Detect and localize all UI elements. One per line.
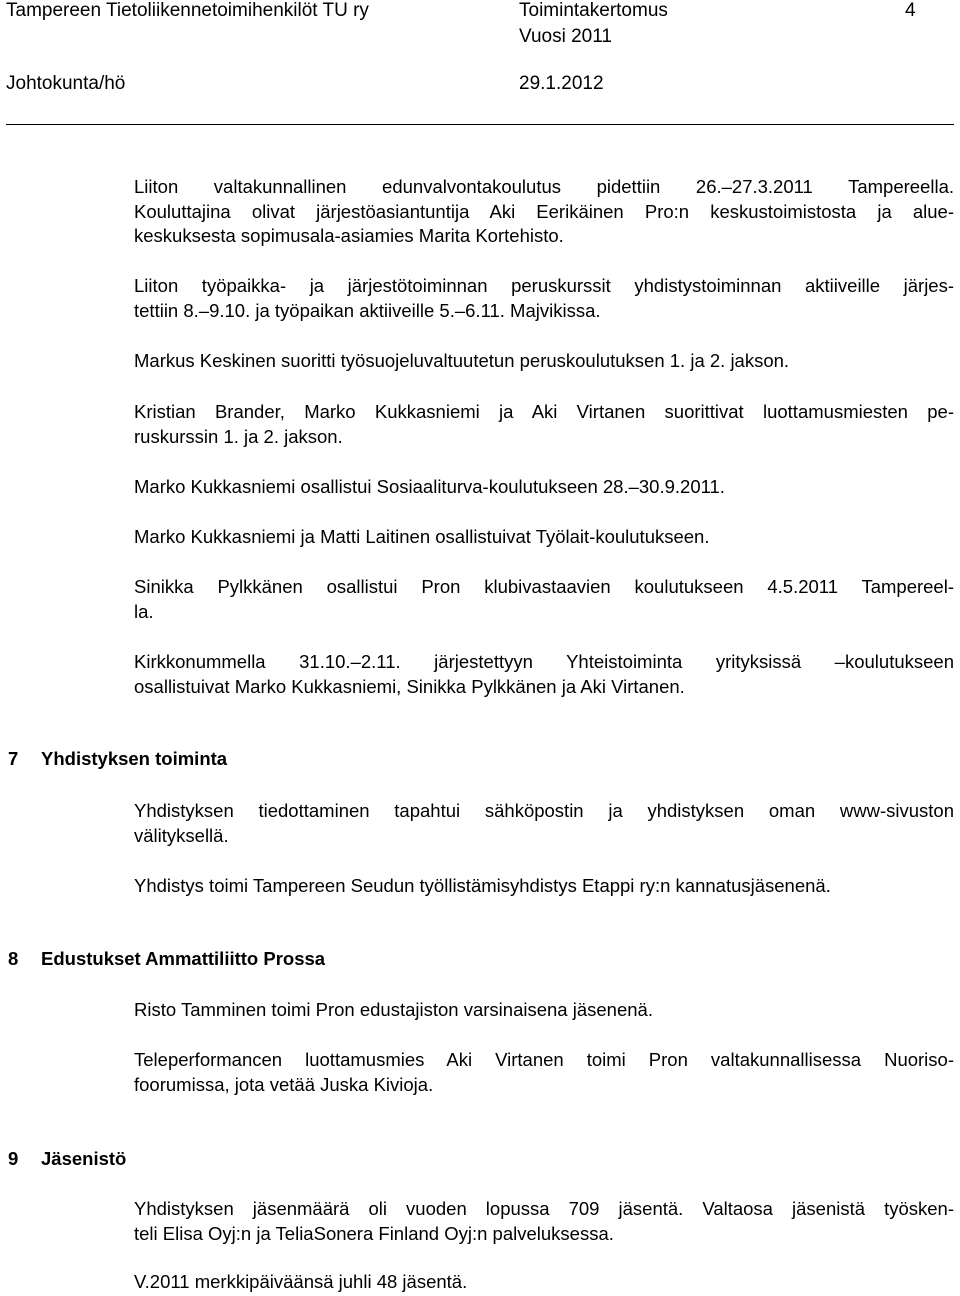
section-8-paragraph-1 bbox=[134, 998, 954, 1023]
section-7-number: 7 bbox=[8, 748, 19, 769]
header-page-number: 4 bbox=[905, 0, 916, 21]
header-organization: Tampereen Tietoliikennetoimihenkilöt TU ry bbox=[6, 0, 369, 21]
text-line: keskuksesta sopimusala-asiamies Marita Kortehisto. bbox=[134, 225, 564, 246]
training-paragraph-8 bbox=[134, 650, 954, 699]
training-paragraph-4 bbox=[134, 400, 954, 449]
text-line: Risto Tamminen toimi Pron edustajiston varsinaisena jäsenenä. bbox=[134, 999, 653, 1020]
text-line: Yhdistyksen tiedottaminen tapahtui sähköpostin ja yhdistyksen oman www-sivuston bbox=[134, 800, 954, 821]
header-document-title: Toimintakertomus bbox=[519, 0, 668, 21]
text-line: Yhdistys toimi Tampereen Seudun työllistämisyhdistys Etappi ry:n kannatusjäsenenä. bbox=[134, 875, 831, 896]
text-line: Yhdistyksen jäsenmäärä oli vuoden lopussa 709 jäsentä. Valtaosa jäsenistä työsken- bbox=[134, 1198, 954, 1219]
text-line: Marko Kukkasniemi osallistui Sosiaaliturva-koulutukseen 28.–30.9.2011. bbox=[134, 476, 725, 497]
section-9-paragraph-1 bbox=[134, 1197, 954, 1246]
text-line: V.2011 merkkipäiväänsä juhli 48 jäsentä. bbox=[134, 1271, 468, 1292]
section-9-number: 9 bbox=[8, 1148, 19, 1169]
header-date: 29.1.2012 bbox=[519, 73, 604, 94]
section-7-title: Yhdistyksen toiminta bbox=[41, 748, 228, 769]
header-year: Vuosi 2011 bbox=[519, 26, 612, 47]
section-8-title: Edustukset Ammattiliitto Prossa bbox=[41, 948, 326, 969]
training-paragraph-7 bbox=[134, 575, 954, 624]
text-line: Kristian Brander, Marko Kukkasniemi ja Aki Virtanen suorittivat luottamusmiesten pe- bbox=[134, 401, 954, 422]
text-line: ruskurssin 1. ja 2. jakson. bbox=[134, 425, 343, 447]
section-7-paragraph-1 bbox=[134, 799, 954, 848]
text-line: Kouluttajina olivat järjestöasiantuntija Aki Eerikäinen Pro:n keskustoimistosta ja alue- bbox=[134, 200, 954, 222]
text-line: Teleperformancen luottamusmies Aki Virtanen toimi Pron valtakunnallisessa Nuoriso- bbox=[134, 1049, 954, 1070]
training-paragraph-2 bbox=[134, 274, 954, 323]
text-line: Sinikka Pylkkänen osallistui Pron klubivastaavien koulutukseen 4.5.2011 Tampereel- bbox=[134, 576, 954, 597]
training-paragraph-5 bbox=[134, 475, 954, 500]
text-line: foorumissa, jota vetää Juska Kivioja. bbox=[134, 1073, 434, 1095]
text-line: Kirkkonummella 31.10.–2.11. järjestettyyn Yhteistoiminta yrityksissä –koulutukseen bbox=[134, 651, 954, 672]
section-8-paragraph-2 bbox=[134, 1048, 954, 1097]
text-line: osallistuivat Marko Kukkasniemi, Sinikka Pylkkänen ja Aki Virtanen. bbox=[134, 675, 685, 697]
header-author: Johtokunta/hö bbox=[6, 73, 126, 94]
header-divider bbox=[6, 124, 954, 125]
training-paragraph-6 bbox=[134, 525, 954, 550]
text-line: Liiton työpaikka- ja järjestötoiminnan peruskurssit yhdistystoiminnan aktiiveille järjes- bbox=[134, 275, 954, 296]
text-line: Liiton valtakunnallinen edunvalvontakoulutus pidettiin 26.–27.3.2011 Tampereella. bbox=[134, 176, 954, 197]
training-paragraph-3 bbox=[134, 349, 954, 374]
text-line: välityksellä. bbox=[134, 824, 229, 846]
text-line: la. bbox=[134, 600, 154, 622]
section-8-number: 8 bbox=[8, 948, 19, 969]
section-9-title: Jäsenistö bbox=[41, 1148, 127, 1169]
section-9-paragraph-2 bbox=[134, 1270, 954, 1295]
text-line: Markus Keskinen suoritti työsuojeluvaltuutetun peruskoulutuksen 1. ja 2. jakson. bbox=[134, 350, 790, 371]
section-7-paragraph-2 bbox=[134, 874, 954, 899]
text-line: tettiin 8.–9.10. ja työpaikan aktiiveille 5.–6.11. Majvikissa. bbox=[134, 299, 601, 321]
text-line: teli Elisa Oyj:n ja TeliaSonera Finland Oyj:n palveluksessa. bbox=[134, 1222, 614, 1244]
training-paragraph-1 bbox=[134, 175, 954, 249]
text-line: Marko Kukkasniemi ja Matti Laitinen osallistuivat Työlait-koulutukseen. bbox=[134, 526, 710, 547]
